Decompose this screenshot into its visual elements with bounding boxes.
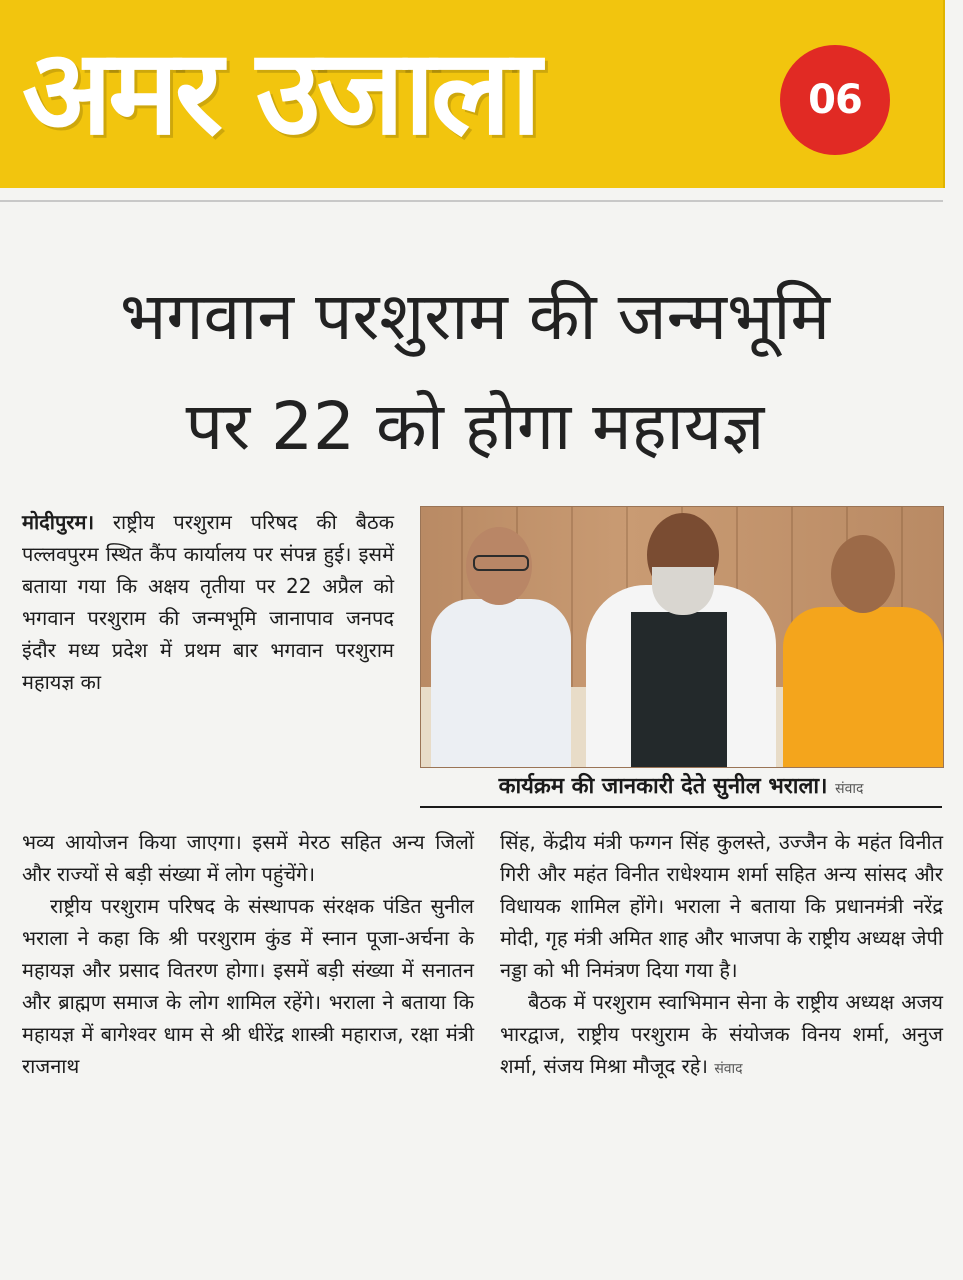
headline xyxy=(10,262,940,482)
article-paragraph-2-continued: सिंह, केंद्रीय मंत्री फग्गन सिंह कुलस्ते, उज्जैन के महंत विनीत गिरी और महंत विनीत राधेश्याम शर्मा सहित अन्य सांसद और विधायक शामिल होंगे। भराला ने बताया कि प्रधानमंत्री नरेंद्र मोदी, गृह मंत्री अमित शाह और भाजपा के राष्ट्रीय अध्यक्ष जेपी नड्डा को भी निमंत्रण दिया गया है। xyxy=(500,830,943,982)
person-right-body xyxy=(783,607,943,767)
header-divider xyxy=(0,200,943,202)
caption-divider xyxy=(420,806,942,808)
photo-credit: संवाद xyxy=(835,781,864,797)
article-paragraph-1b: भव्य आयोजन किया जाएगा। इसमें मेरठ सहित अन्य जिलों और राज्यों से बड़ी संख्या में लोग पहुंचेंगे। xyxy=(22,830,474,886)
person-left-body xyxy=(431,599,571,767)
article-paragraph-1a: राष्ट्रीय परशुराम परिषद की बैठक पल्लवपुरम स्थित कैंप कार्यालय पर संपन्न हुई। इसमें बताया गया कि अक्षय तृतीया पर 22 अप्रैल को भगवान परशुराम की जन्मभूमि जानापाव जनपद इंदौर मध्य प्रदेश में प्रथम बार भगवान परशुराम महायज्ञ का xyxy=(22,510,394,694)
headline-line-1: भगवान परशुराम की जन्मभूमि xyxy=(119,278,830,355)
article-credit: संवाद xyxy=(714,1061,743,1077)
photo-caption-text: कार्यक्रम की जानकारी देते सुनील भराला। xyxy=(498,774,828,799)
headline-line-2: पर 22 को होगा महायज्ञ xyxy=(185,388,765,465)
dateline: मोदीपुरम। xyxy=(22,510,95,534)
article-paragraph-3: बैठक में परशुराम स्वाभिमान सेना के राष्ट्रीय अध्यक्ष अजय भारद्वाज, राष्ट्रीय परशुराम के संयोजक विनय शर्मा, अनुज शर्मा, संजय मिश्रा मौजूद रहे। xyxy=(500,990,943,1078)
person-middle-vest xyxy=(631,612,727,767)
masthead xyxy=(0,0,945,188)
article-paragraph-2: राष्ट्रीय परशुराम परिषद के संस्थापक संरक्षक पंडित सुनील भराला ने कहा कि श्री परशुराम कुंड में स्नान पूजा-अर्चना के महायज्ञ और प्रसाद वितरण होगा। इसमें बड़ी संख्या में सनातन और ब्राह्मण समाज के लोग शामिल रहेंगे। भराला ने बताया कि महायज्ञ में बागेश्वर धाम से श्री धीरेंद्र शास्त्री महाराज, रक्षा मंत्री राजनाथ xyxy=(22,894,474,1078)
article-column-left-bottom xyxy=(22,826,474,1082)
glasses-icon xyxy=(473,555,529,571)
newspaper-logo: अमर उजाला xyxy=(22,23,538,161)
article-column-right xyxy=(500,826,943,1085)
photo-caption xyxy=(420,772,942,804)
person-right-head xyxy=(831,535,895,613)
page-number-badge: 06 xyxy=(780,45,890,155)
news-photo xyxy=(420,506,944,768)
article-column-left-top xyxy=(22,506,394,698)
